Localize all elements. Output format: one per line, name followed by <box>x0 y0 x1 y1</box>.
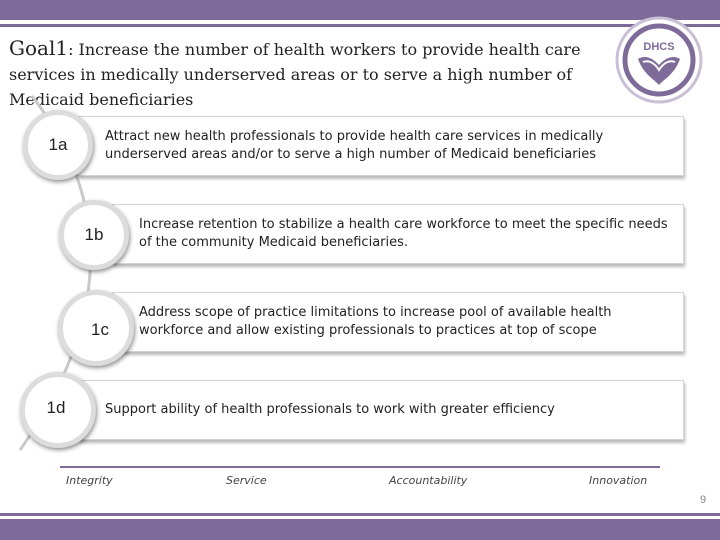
goal-item-1a-text: Attract new health professionals to provide health care services in medically underserved areas and/or to serve a high number of Medicaid beneficiaries <box>105 129 604 162</box>
badge-1d: 1d <box>20 372 96 448</box>
top-rule <box>0 24 720 27</box>
goal-item-1c-text: Address scope of practice limitations to increase pool of available health workforce and allow existing professionals to practices at top of scope <box>139 305 612 338</box>
footer-value-service: Service <box>226 474 267 487</box>
goal-item-1d-text: Support ability of health professionals to work with greater efficiency <box>105 402 555 417</box>
badge-1a: 1a <box>23 110 93 180</box>
goal-item-1b-text: Increase retention to stabilize a health care workforce to meet the specific needs of the community Medicaid beneficiaries. <box>139 217 668 250</box>
bottom-rule <box>0 513 720 516</box>
slide-title <box>9 36 609 112</box>
footer-value-accountability: Accountability <box>389 474 468 487</box>
footer-value-integrity: Integrity <box>66 474 113 487</box>
badge-1c: 1c <box>58 290 134 366</box>
top-banner <box>0 0 720 20</box>
footer-rule <box>60 466 660 468</box>
badge-1b: 1b <box>59 200 129 270</box>
dhcs-logo <box>614 15 704 105</box>
page-number: 9 <box>700 494 707 506</box>
goal-label: Goal1 <box>9 36 69 60</box>
logo-text: DHCS <box>643 41 675 53</box>
bottom-banner <box>0 519 720 540</box>
goal-text: : Increase the number of health workers to provide health care services in medically underserved areas or to serve a high number of Medicaid beneficiaries <box>9 40 581 109</box>
footer-value-innovation: Innovation <box>589 474 648 487</box>
